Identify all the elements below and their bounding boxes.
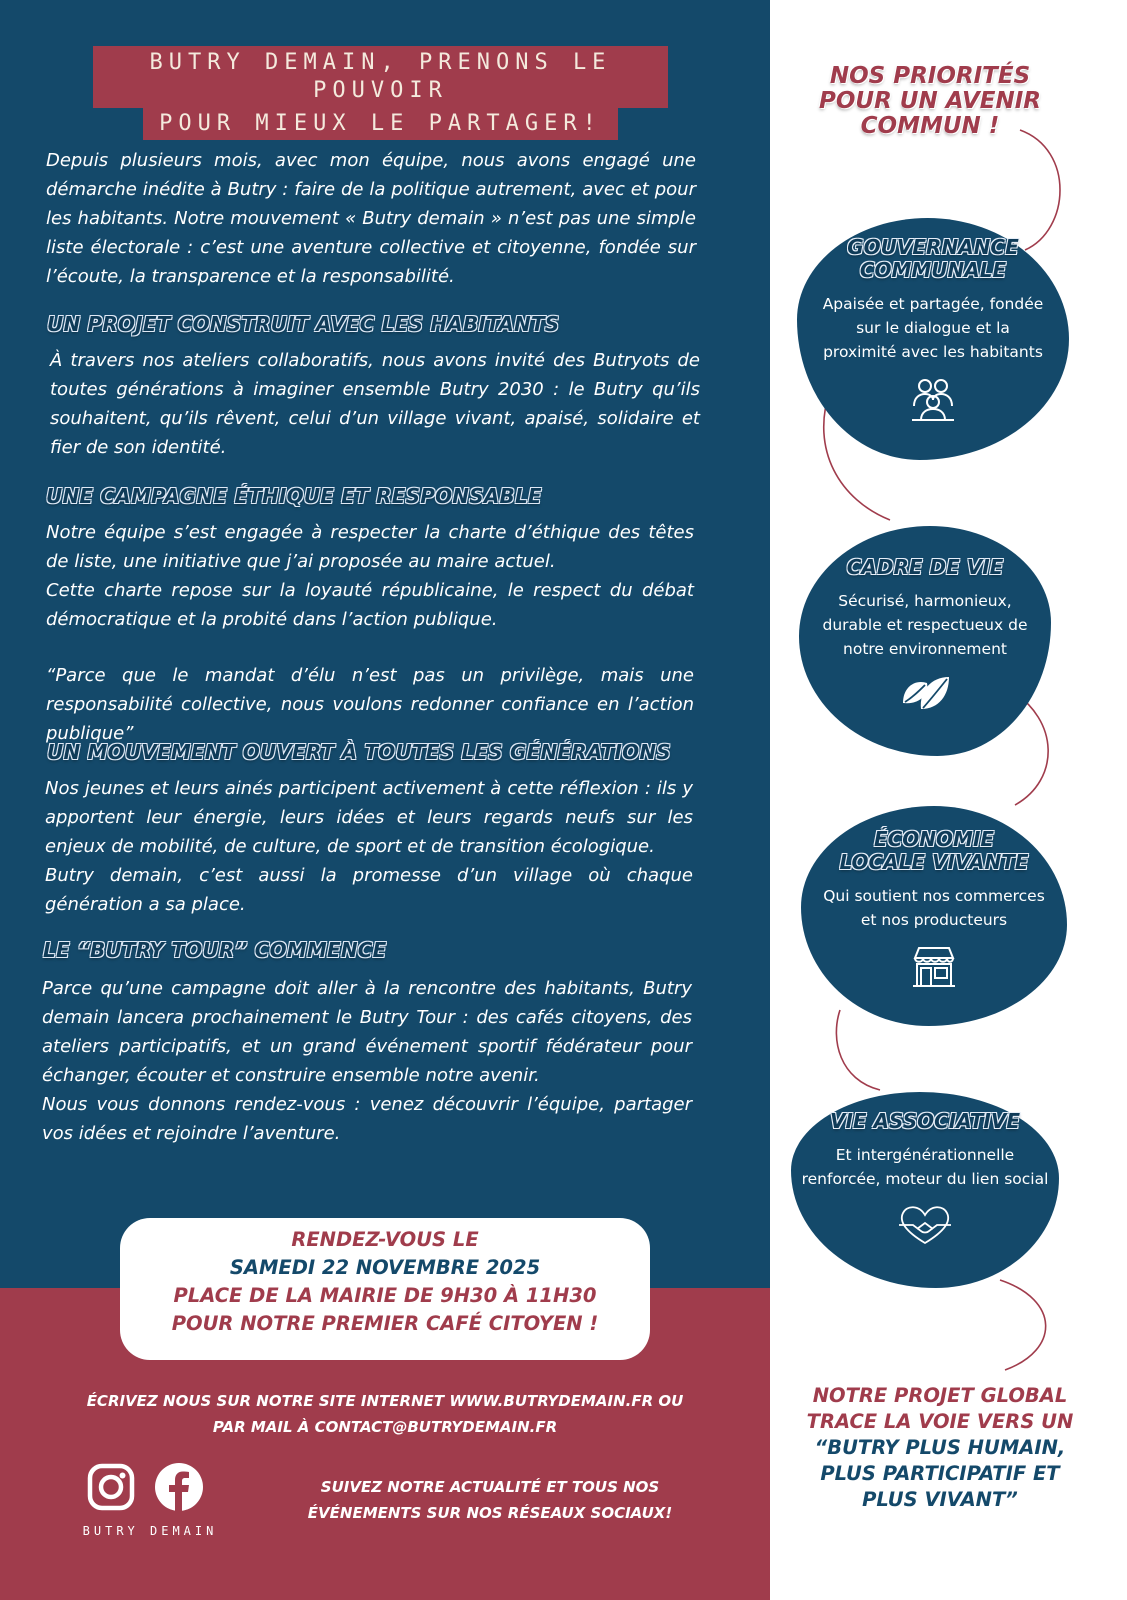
follow-us-text: SUIVEZ NOTRE ACTUALITÉ ET TOUS NOS ÉVÉNEMENTS SUR NOS RÉSEAUX SOCIAUX! <box>307 1478 673 1522</box>
event-callout <box>120 1218 650 1360</box>
section-heading-ethique: UNE CAMPAGNE ÉTHIQUE ET RESPONSABLE <box>46 484 542 508</box>
priority-text-vie-associative: Et intergénérationnelle renforcée, moteur du lien social <box>801 1146 1049 1188</box>
priority-text-cadre-de-vie: Sécurisé, harmonieux, durable et respectueux de notre environnement <box>822 592 1028 658</box>
leaf-icon <box>899 673 951 713</box>
section-heading-butry-tour: LE “BUTRY TOUR” COMMENCE <box>43 938 387 962</box>
section-heading-generations: UN MOUVEMENT OUVERT À TOUTES LES GÉNÉRATIONS <box>47 740 671 764</box>
priority-heading-cadre-de-vie: CADRE DE VIE <box>846 555 1004 579</box>
priority-heading-economie: ÉCONOMIE LOCALE VIVANTE <box>839 827 1029 874</box>
main-title-line-2: POUR MIEUX LE PARTAGER! <box>143 108 618 140</box>
event-date: SAMEDI 22 NOVEMBRE 2025 <box>229 1256 541 1279</box>
section-body-generations: Nos jeunes et leurs ainés participent activement à cette réflexion : ils y apportent leur énergie, leurs idées et leurs regards neufs sur les enjeux de mobilité, de culture, de sport et de transition écologique. Butry demain, c’est aussi la promesse d’un village où chaque génération a sa place. <box>45 778 693 915</box>
handshake-heart-icon <box>895 1203 955 1247</box>
section-body-ethique: Notre équipe s’est engagée à respecter la charte d’éthique des têtes de liste, une initiative que j’ai proposée au maire actuel. Cette charte repose sur la loyauté républicaine, le respect du débat démocratique et la probité dans l’action publique. “Parce que le mandat d’élu n’est pas un privilège, mais une responsabilité collective, nous voulons redonner confiance en l’action publique” <box>46 522 694 744</box>
contact-info <box>40 1388 730 1440</box>
section-body-butry-tour: Parce qu’une campagne doit aller à la rencontre des habitants, Butry demain lancera prochainement le Butry Tour : des cafés citoyens, des ateliers participatifs, et un grand événement sportif fédérateur pour échanger, écouter et construire ensemble notre avenir. Nous vous donnons rendez-vous : venez découvrir l’équipe, partager vos idées et rejoindre l’aventure. <box>42 978 692 1144</box>
event-place: PLACE DE LA MAIRIE DE 9H30 À 11H30 <box>173 1284 597 1307</box>
event-line-1: RENDEZ-VOUS LE <box>291 1228 479 1251</box>
event-line-4: POUR NOTRE PREMIER CAFÉ CITOYEN ! <box>171 1312 599 1335</box>
section-heading-habitants: UN PROJET CONSTRUIT AVEC LES HABITANTS <box>47 312 560 336</box>
brand-name: BUTRY DEMAIN <box>82 1524 218 1538</box>
instagram-icon[interactable] <box>84 1460 138 1514</box>
shop-icon <box>909 944 959 990</box>
priority-text-economie: Qui soutient nos commerces et nos producteurs <box>823 887 1045 929</box>
main-title <box>93 46 668 140</box>
section-body-habitants: À travers nos ateliers collaboratifs, nous avons invité des Butryots de toutes générations à imaginer ensemble Butry 2030 : le Butry qu’ils souhaitent, qu’ils rêvent, celui d’un village vivant, apaisé, solidaire et fier de son identité. <box>50 350 700 458</box>
facebook-icon[interactable] <box>152 1460 206 1514</box>
intro-paragraph: Depuis plusieurs mois, avec mon équipe, nous avons engagé une démarche inédite à Butry : faire de la politique autrement, avec et pour les habitants. Notre mouvement « Butry demain » n’est pas une simple liste électorale : c’est une aventure collective et citoyenne, fondée sur l’écoute, la transparence et la responsabilité. <box>46 150 696 287</box>
priorities-title: NOS PRIORITÉS POUR UN AVENIR COMMUN ! <box>818 63 1041 139</box>
contact-line-1[interactable]: ÉCRIVEZ NOUS SUR NOTRE SITE INTERNET WWW.BUTRYDEMAIN.FR OU <box>86 1392 684 1410</box>
priority-text-gouvernance: Apaisée et partagée, fondée sur le dialogue et la proximité avec les habitants <box>822 295 1044 361</box>
priority-heading-gouvernance: GOUVERNANCE COMMUNALE <box>847 235 1019 282</box>
main-title-line-1: BUTRY DEMAIN, PRENONS LE POUVOIR <box>93 46 668 108</box>
people-icon <box>908 376 958 424</box>
contact-line-2[interactable]: PAR MAIL À CONTACT@BUTRYDEMAIN.FR <box>212 1418 558 1436</box>
conclusion-text: NOTRE PROJET GLOBAL TRACE LA VOIE VERS UN “BUTRY PLUS HUMAIN, PLUS PARTICIPATIF ET PLUS VIVANT” <box>806 1384 1074 1511</box>
priority-heading-vie-associative: VIE ASSOCIATIVE <box>829 1109 1021 1133</box>
priority-card-economie <box>801 806 1067 1026</box>
